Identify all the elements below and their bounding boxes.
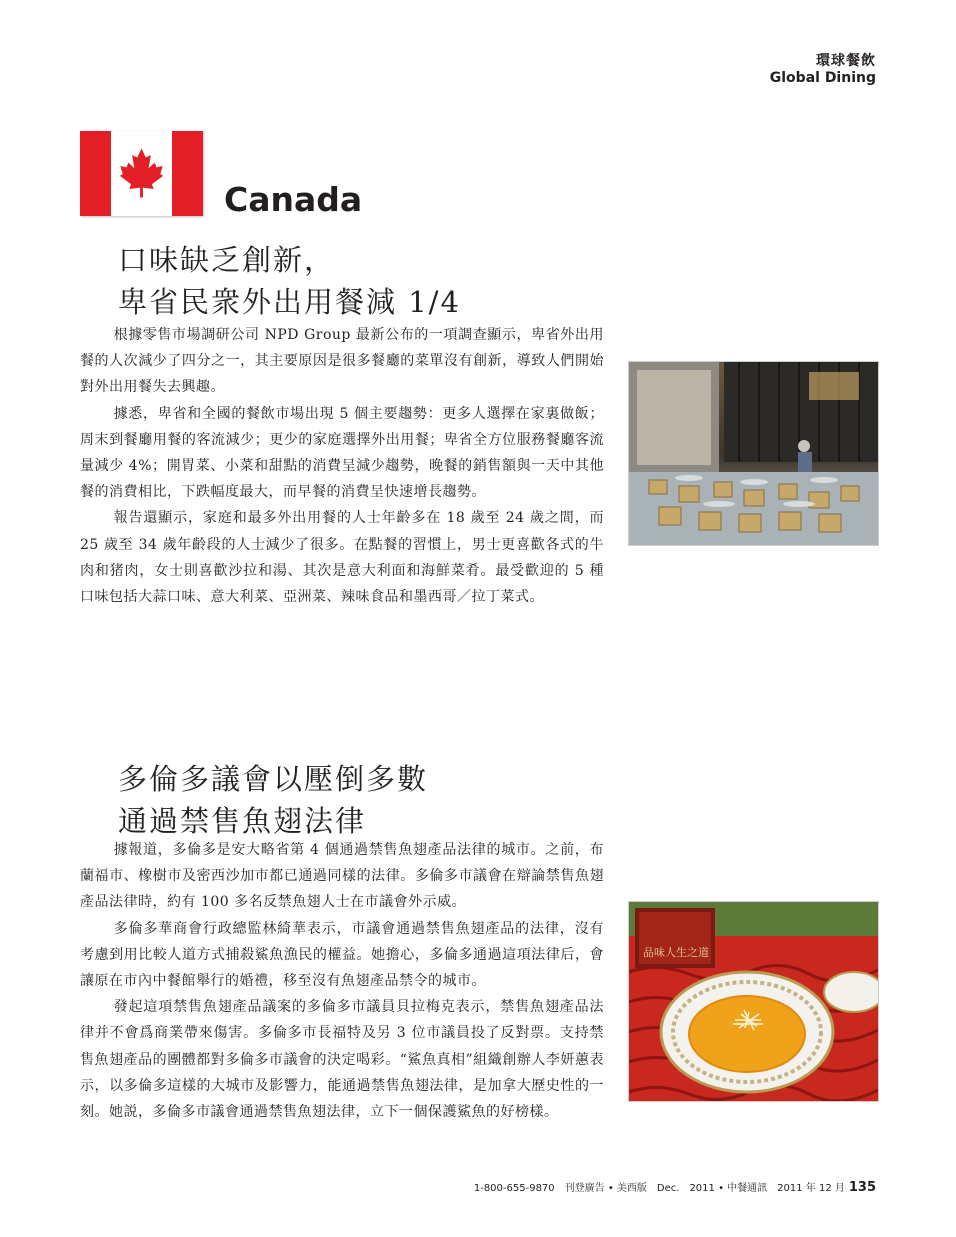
photo-box-text: 品味人生之道: [643, 946, 709, 959]
shark-fin-soup-photo: [628, 901, 879, 1102]
cafe-terrace-photo: [628, 361, 879, 546]
article2-title-line: 通過禁售魚翅法律: [118, 804, 367, 838]
article2-body: [80, 837, 604, 1125]
article1-title-line: 卑省民衆外出用餐減 1/4: [118, 285, 461, 319]
article1-body: [80, 322, 604, 610]
page-footer: [474, 1179, 876, 1195]
article1-paragraph: 根據零售市場調研公司 NPD Group 最新公布的一項調查顯示，卑省外出用餐的人次減少了四分之一，其主要原因是很多餐廳的菜單沒有創新，導致人們開始對外出用餐失去興趣。: [80, 327, 604, 396]
article1-headline: [118, 239, 461, 323]
flag-left-bar: [80, 131, 111, 216]
article2-title-line: 多倫多議會以壓倒多數: [118, 762, 429, 796]
article1-paragraph: 據悉，卑省和全國的餐飲市場出現 5 個主要趨勢：更多人選擇在家裏做飯；周末到餐廳用餐的客流減少；更少的家庭選擇外出用餐；卑省全方位服務餐廳客流量減少 4%；開胃菜、小菜和甜點的消費呈減少趨勢，晚餐的銷售額與一天中其他餐的消費相比，下跌幅度最大，而早餐的消費呈快速增長趨勢。: [80, 405, 604, 501]
section-title-zh: 環球餐飲: [816, 53, 876, 69]
flag-right-bar: [172, 131, 203, 216]
article2-paragraph: 據報道，多倫多是安大略省第 4 個通過禁售魚翅產品法律的城市。之前，布蘭福市、橡樹市及密西沙加市都已通過同樣的法律。多倫多市議會在辯論禁售魚翅產品法律時，約有 100 多名反禁魚翅人士在市議會外示威。: [80, 842, 604, 911]
page-number: 135: [848, 1180, 876, 1195]
section-title-en: Global Dining: [769, 70, 876, 86]
article2-paragraph: 發起這項禁售魚翅產品議案的多倫多市議員貝拉梅克表示，禁售魚翅產品法律并不會爲商業帶來傷害。多倫多市長福特及另 3 位市議員投了反對票。支持禁售魚翅產品的團體都對多倫多市議會的決定喝彩。“鯊魚真相”組織創辦人李妍蕙表示，以多倫多這樣的大城市及影響力，能通過禁售魚翅法律，是加拿大歷史性的一刻。她説，多倫多市議會通過禁售魚翅法律，立下一個保護鯊魚的好榜樣。: [80, 999, 604, 1121]
footer-info: 1-800-655-9870 刊登廣告 • 美西版 Dec. 2011 • 中餐通訊 2011 年 12 月: [473, 1183, 845, 1194]
article1-title-line: 口味缺乏創新，: [118, 243, 336, 277]
canada-flag: [80, 131, 203, 216]
article1-paragraph: 報告還顯示，家庭和最多外出用餐的人士年齡多在 18 歲至 24 歲之間，而 25 歲至 34 歲年齡段的人士減少了很多。在點餐的習慣上，男士更喜歡各式的牛肉和猪肉，女士則喜歡沙拉和湯、其次是意大利面和海鮮菜肴。最受歡迎的 5 種口味包括大蒜口味、意大利菜、亞洲菜、辣味食品和墨西哥／拉丁菜式。: [80, 510, 604, 606]
article2-paragraph: 多倫多華商會行政總監林綺華表示，市議會通過禁售魚翅產品的法律，沒有考慮到用比較人道方式捕殺鯊魚漁民的權益。她擔心，多倫多通過這項法律后，會讓原在市內中餐館舉行的婚禮，移至沒有魚翅產品禁令的城市。: [80, 920, 604, 990]
soup-bowl-image: [629, 902, 878, 1101]
cafe-scene-image: [629, 362, 878, 545]
country-name: Canada: [224, 180, 363, 219]
maple-leaf-icon: [118, 147, 165, 199]
article2-headline: [118, 758, 428, 842]
